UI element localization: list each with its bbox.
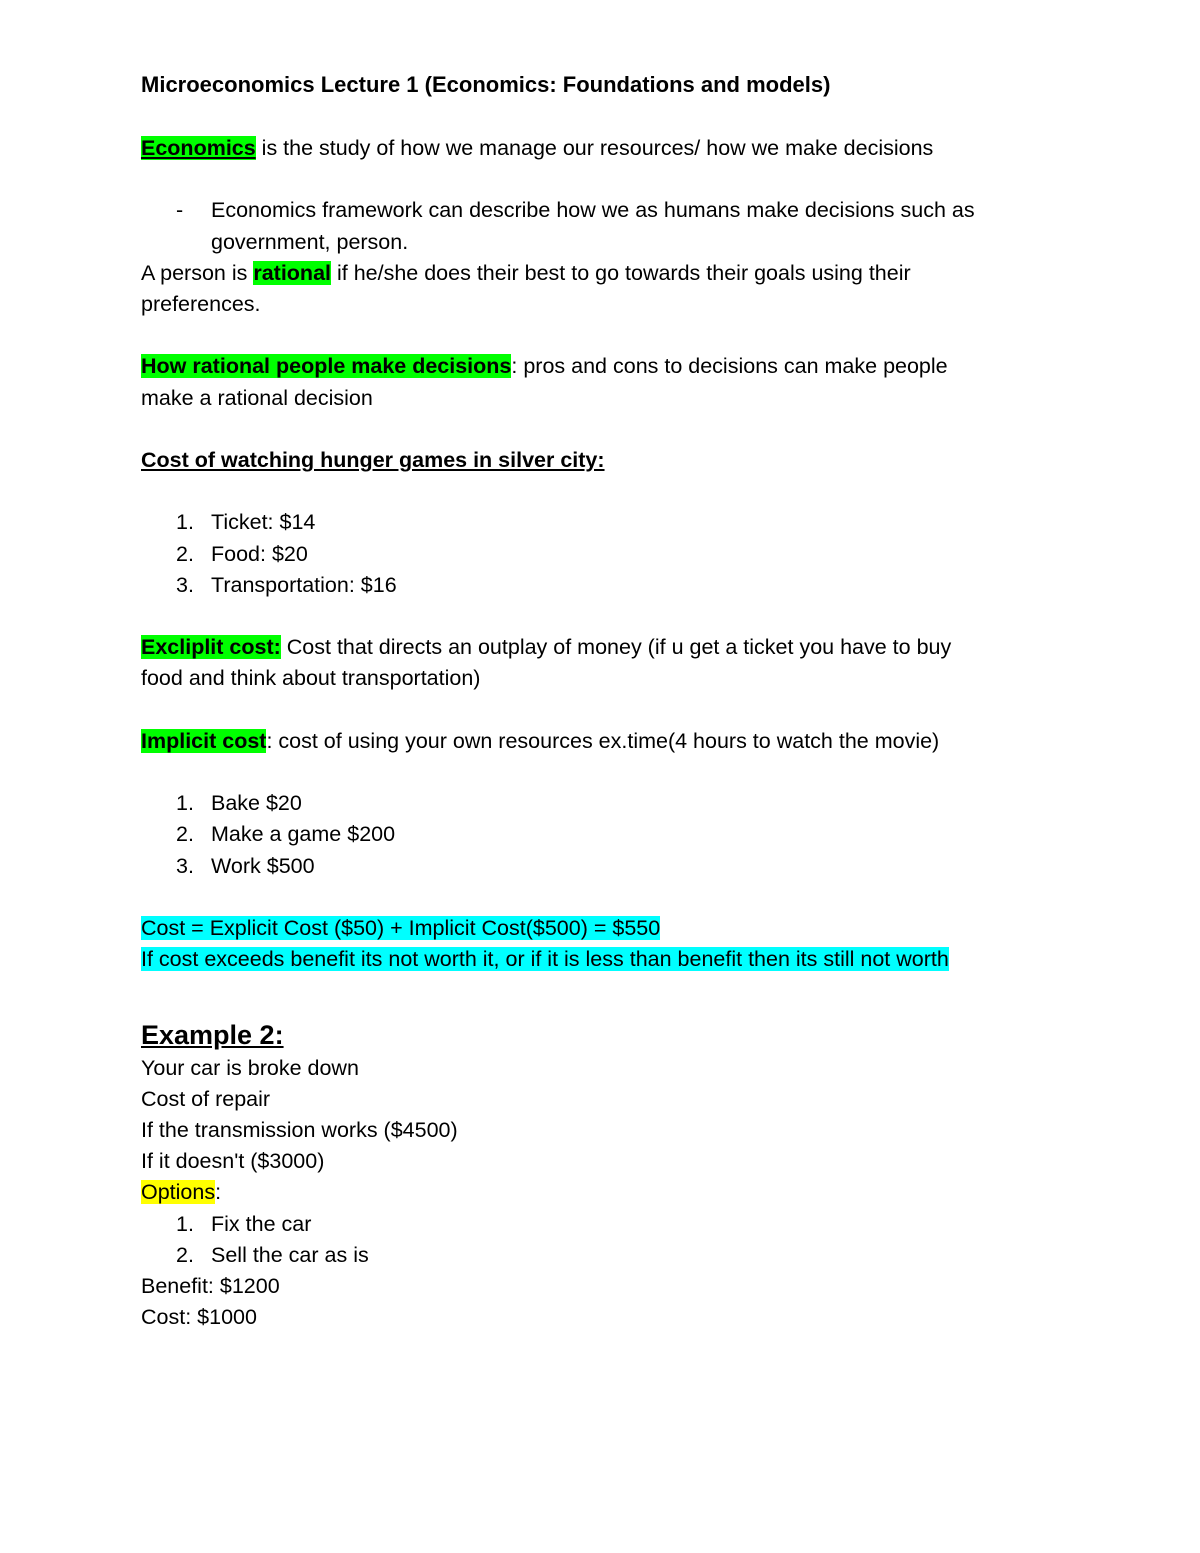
list-item-text: Fix the car bbox=[211, 1211, 312, 1236]
spacer bbox=[141, 695, 1061, 726]
list-item-text: Sell the car as is bbox=[211, 1242, 369, 1267]
rational-suffix: if he/she does their best to go towards their goals using their bbox=[331, 260, 911, 285]
list-item bbox=[141, 507, 1061, 538]
list-marker: 3. bbox=[176, 572, 194, 597]
list-item-text: Bake $20 bbox=[211, 791, 302, 816]
cost-list bbox=[141, 507, 1061, 601]
economics-definition-text: is the study of how we manage our resources/ how we make decisions bbox=[255, 136, 934, 160]
spacer bbox=[141, 414, 1061, 445]
list-marker: 3. bbox=[176, 853, 194, 878]
list-marker: 2. bbox=[176, 1242, 194, 1267]
cost-heading: Cost of watching hunger games in silver city: bbox=[141, 447, 605, 472]
implicit-cost-term: Implicit cost bbox=[141, 728, 267, 753]
list-item bbox=[141, 539, 1061, 570]
list-item bbox=[141, 1209, 1061, 1240]
spacer bbox=[141, 320, 1061, 351]
document-page bbox=[141, 64, 1061, 1333]
options-list bbox=[141, 1209, 1061, 1271]
implicit-list bbox=[141, 788, 1061, 882]
economics-definition bbox=[141, 133, 1061, 164]
options-colon: : bbox=[215, 1180, 222, 1205]
spacer bbox=[141, 476, 1061, 507]
rational-decisions-term: How rational people make decisions bbox=[141, 354, 512, 379]
spacer bbox=[141, 975, 1061, 1006]
list-item bbox=[141, 570, 1061, 601]
dash-marker: - bbox=[176, 198, 184, 223]
economics-term: Economics bbox=[141, 136, 256, 160]
cost-benefit-rule-text: If cost exceeds benefit its not worth it, or if it is less than benefit then its still not worth bbox=[141, 947, 949, 972]
explicit-cost-line2: food and think about transportation) bbox=[141, 666, 481, 691]
benefit-line: Benefit: $1200 bbox=[141, 1273, 280, 1298]
cost-line: Cost: $1000 bbox=[141, 1305, 257, 1330]
rational-decisions-text: : pros and cons to decisions can make people bbox=[511, 354, 948, 379]
cost-equation bbox=[141, 913, 1061, 944]
list-item bbox=[141, 851, 1061, 882]
explicit-cost-definition bbox=[141, 632, 1061, 663]
spacer bbox=[141, 757, 1061, 788]
rational-decisions-line2: make a rational decision bbox=[141, 385, 373, 410]
list-item bbox=[141, 819, 1061, 850]
list-marker: 1. bbox=[176, 1211, 194, 1236]
implicit-cost-text: : cost of using your own resources ex.time(4 hours to watch the movie) bbox=[266, 728, 940, 753]
framework-bullet-text: Economics framework can describe how we as humans make decisions such as government, person. bbox=[211, 198, 975, 254]
rational-term: rational bbox=[253, 260, 331, 285]
list-marker: 2. bbox=[176, 541, 194, 566]
options-label bbox=[141, 1177, 1061, 1208]
list-item-text: Ticket: $14 bbox=[211, 510, 316, 535]
list-item-text: Food: $20 bbox=[211, 541, 308, 566]
cost-benefit-rule bbox=[141, 944, 1061, 975]
framework-bullet bbox=[141, 195, 1061, 257]
document-title: Microeconomics Lecture 1 (Economics: Foundations and models) bbox=[141, 72, 831, 97]
example2-line: Cost of repair bbox=[141, 1086, 271, 1111]
options-term: Options bbox=[141, 1180, 216, 1205]
implicit-cost-definition bbox=[141, 726, 1061, 757]
explicit-cost-text: Cost that directs an outplay of money (if u get a ticket you have to buy bbox=[280, 635, 952, 660]
list-item-text: Work $500 bbox=[211, 853, 315, 878]
example2-line: Your car is broke down bbox=[141, 1055, 359, 1080]
spacer bbox=[141, 882, 1061, 913]
example2-line: If it doesn't ($3000) bbox=[141, 1149, 325, 1174]
cost-equation-text: Cost = Explicit Cost ($50) + Implicit Cost($500) = $550 bbox=[141, 915, 661, 940]
rational-definition-line2: preferences. bbox=[141, 292, 261, 316]
list-marker: 1. bbox=[176, 510, 194, 535]
example2-line: If the transmission works ($4500) bbox=[141, 1117, 458, 1142]
list-item-text: Transportation: $16 bbox=[211, 572, 397, 597]
list-item bbox=[141, 1240, 1061, 1271]
example2-heading: Example 2: bbox=[141, 1019, 284, 1050]
rational-definition bbox=[141, 258, 1061, 289]
list-marker: 2. bbox=[176, 822, 194, 847]
list-item bbox=[141, 788, 1061, 819]
list-item-text: Make a game $200 bbox=[211, 822, 396, 847]
spacer bbox=[141, 164, 1061, 195]
explicit-cost-term: Excliplit cost: bbox=[141, 635, 281, 660]
spacer bbox=[141, 601, 1061, 632]
rational-prefix: A person is bbox=[141, 260, 254, 285]
list-marker: 1. bbox=[176, 791, 194, 816]
rational-decisions bbox=[141, 351, 1061, 382]
